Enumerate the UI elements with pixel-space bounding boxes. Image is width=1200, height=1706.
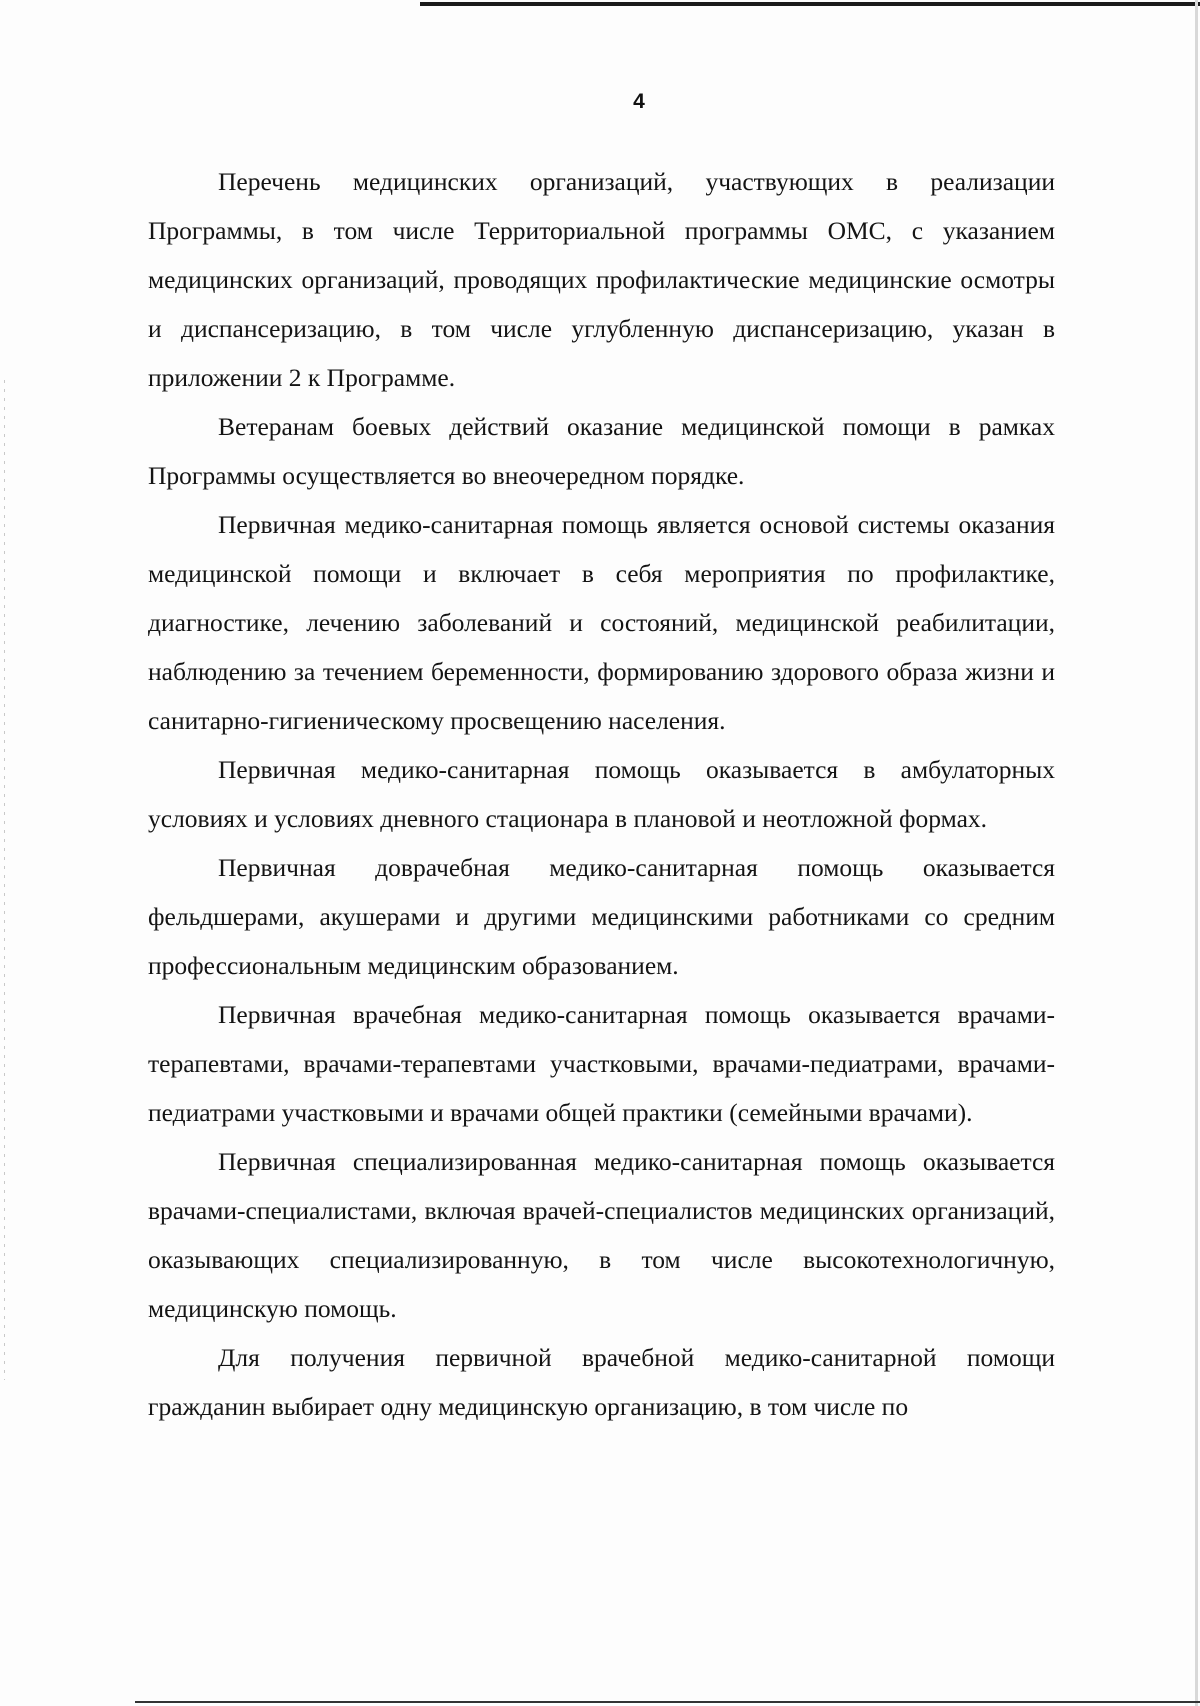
paragraph-doctor-care: Первичная врачебная медико-санитарная помощь оказывается врачами-терапевтами, врачами-терапевтами участковыми, врачами-педиатрами, врачами-педиатрами участковыми и врачами общей практики (семейными врачами). <box>148 1000 1055 1127</box>
scan-edge-left <box>4 380 5 1380</box>
scan-edge-right <box>1195 0 1198 1706</box>
page-number: 4 <box>633 90 645 113</box>
paragraph-pre-doctor-care: Первичная доврачебная медико-санитарная помощь оказывается фельдшерами, акушерами и другими медицинскими работниками со средним профессиональным медицинским образованием. <box>148 853 1055 980</box>
paragraph-veterans: Ветеранам боевых действий оказание медицинской помощи в рамках Программы осуществляется во внеочередном порядке. <box>148 412 1055 490</box>
scan-edge-top <box>420 2 1200 6</box>
scan-edge-bottom <box>135 1701 1200 1703</box>
paragraph-choice-of-organization: Для получения первичной врачебной медико-санитарной помощи гражданин выбирает одну медицинскую организацию, в том числе по <box>148 1343 1055 1421</box>
paragraph-specialized-care: Первичная специализированная медико-санитарная помощь оказывается врачами-специалистами, включая врачей-специалистов медицинских организаций, оказывающих специализированную, в том числе высокотехнологичную, медицинскую помощь. <box>148 1147 1055 1323</box>
paragraph-primary-care-basis: Первичная медико-санитарная помощь является основой системы оказания медицинской помощи и включает в себя мероприятия по профилактике, диагностике, лечению заболеваний и состояний, медицинской реабилитации, наблюдению за течением беременности, формированию здорового образа жизни и санитарно-гигиеническому просвещению населения. <box>148 510 1055 735</box>
paragraph-organizations-list: Перечень медицинских организаций, участвующих в реализации Программы, в том числе Территориальной программы ОМС, с указанием медицинских организаций, проводящих профилактические медицинские осмотры и диспансеризацию, в том числе углубленную диспансеризацию, указан в приложении 2 к Программе. <box>148 167 1055 392</box>
document-body <box>148 157 1055 1431</box>
paragraph-primary-care-conditions: Первичная медико-санитарная помощь оказывается в амбулаторных условиях и условиях дневного стационара в плановой и неотложной формах. <box>148 755 1055 833</box>
